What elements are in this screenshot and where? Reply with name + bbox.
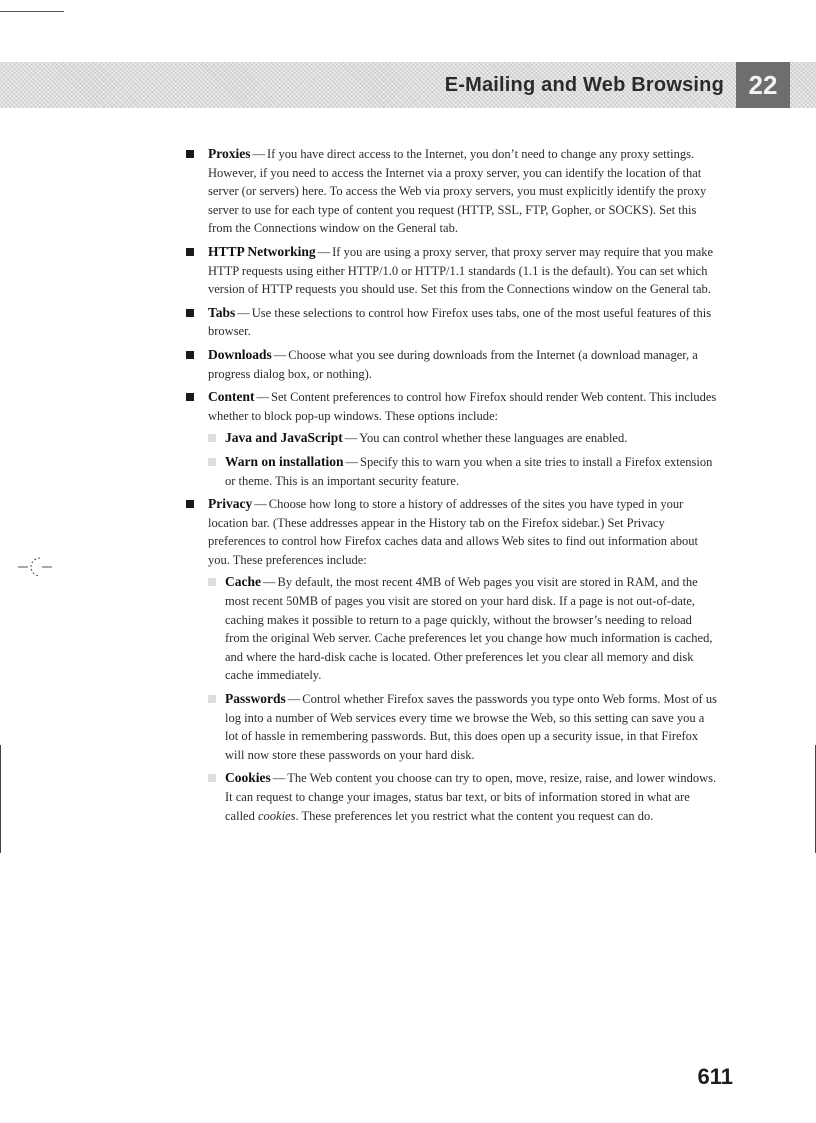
bullet-icon (186, 309, 194, 317)
sub-item-term: Java and JavaScript (225, 430, 343, 446)
sub-bullet-icon (208, 695, 216, 703)
sub-item-text: The Web content you choose can try to open, move, resize, raise, and lower windows. It can request to change your images, status bar text, or bits of information stored in what are called (225, 771, 717, 823)
sub-item-text: By default, the most recent 4MB of Web pages you visit are stored in RAM, and the most recent 50MB of pages you visit are stored on your hard disk. If a page is not out-of-date, caching makes it possible to return to a page quickly, without the browser’s needing to reload from the original Web server. Cache preferences let you change how much information is cached, and where the hard-disk cache is located. Other preferences let you clear all memory and disk cache immediately. (225, 575, 713, 683)
chapter-title: E-Mailing and Web Browsing (444, 74, 724, 96)
item-text: If you have direct access to the Internet, you don’t need to change any proxy settings. However, if you need to access the Internet via a proxy server, you can identify the location of that server (or servers) here. To access the Web via proxy servers, you must explicitly identify the proxy server to use for each type of content you request (HTTP, SSL, FTP, Gopher, or SOCKS). Set this from the Connections window on the General tab. (208, 147, 707, 236)
italic-term: cookies (257, 808, 296, 823)
item-term: Tabs (208, 304, 236, 320)
item-term: Content (208, 389, 255, 405)
item-term: HTTP Networking (208, 243, 316, 259)
sub-item-warn-on-installation: Warn on installation — Specify this to warn you when a site tries to install a Firefox extension or theme. This is an important security feature. (208, 453, 718, 490)
crop-mark (0, 11, 64, 12)
bullet-icon (186, 351, 194, 359)
item-text: Use these selections to control how Firefox uses tabs, one of the most useful features of this browser. (208, 305, 712, 339)
sub-item-text: Control whether Firefox saves the passwords you type onto Web forms. Most of us log into a number of Web services every time we browse the Web, so this setting can save you a lot of hassle in remembering passwords. But, this does open up a security issue, in that Firefox will now store these passwords on your hard disk. (225, 692, 717, 762)
item-text: Choose what you see during downloads from the Internet (a download manager, a progress dialog box, or nothing). (208, 347, 698, 381)
main-content (184, 145, 718, 830)
list-item-content: Content — Set Content preferences to control how Firefox should render Web content. This includes whether to block pop-up windows. These options include: Java and JavaScript — You can control whether these languages are enabled. Warn on installation — Specify this to warn you when a site tries to install a Firefox extension or theme. This is an important security feature. (184, 388, 718, 490)
chapter-number: 22 (736, 62, 790, 108)
item-text: Choose how long to store a history of addresses of the sites you have typed in your location bar. (These addresses appear in the History tab on the Firefox sidebar.) Set Privacy preferences to control how Firefox caches data and allows Web sites to find out information about you. These preferences include: (208, 497, 698, 567)
sub-list (208, 429, 718, 490)
list-item-privacy: Privacy — Choose how long to store a history of addresses of the sites you have typed in your location bar. (These addresses appear in the History tab on the Firefox sidebar.) Set Privacy preferences to control how Firefox caches data and allows Web sites to find out information about you. These preferences include: Cache — By default, the most recent 4MB of Web pages you visit are stored in RAM, and the most recent 50MB of pages you visit are stored on your hard disk. If a page is not out-of-date, caching makes it possible to return to a page quickly, without the browser’s needing to reload from the original Web server. Cache preferences let you change how much information is cached, and where the hard-disk cache is located. Other preferences let you clear all memory and disk cache immediately. Passwords — Control whether Firefox saves the passwords you type onto Web forms. Most of us log into a number of Web services every time we browse the Web, so this setting can save you a lot of hassle in remembering passwords. But, this does open up a security issue, in that Firefox will now store these passwords on your hard disk. Cookies — The Web content you choose can try to open, move, resize, raise, and lower windows. It can request to change your images, status bar text, or bits of information stored in what are called cookies. These preferences let you restrict what the content you request can do. (184, 495, 718, 825)
left-edge-mark (0, 745, 1, 853)
bullet-icon (186, 393, 194, 401)
item-text: If you are using a proxy server, that proxy server may require that you make HTTP requests using either HTTP/1.0 or HTTP/1.1 standards (1.1 is the default). You can set which version of HTTP requests you should use. Set this from the Connections window on the General tab. (208, 244, 714, 297)
list-item-tabs: Tabs — Use these selections to control how Firefox uses tabs, one of the most useful features of this browser. (184, 304, 718, 341)
registration-mark-icon (18, 550, 52, 584)
sub-item-text-end: . These preferences let you restrict what the content you request can do. (295, 808, 654, 823)
sub-item-cookies: Cookies — The Web content you choose can try to open, move, resize, raise, and lower windows. It can request to change your images, status bar text, or bits of information stored in what are called cookies. These preferences let you restrict what the content you request can do. (208, 769, 718, 825)
sub-item-term: Passwords (225, 691, 286, 707)
sub-list (208, 573, 718, 825)
sub-item-text: You can control whether these languages are enabled. (359, 431, 628, 446)
bullet-icon (186, 500, 194, 508)
page-number: 611 (697, 1064, 733, 1089)
sub-item-cache: Cache — By default, the most recent 4MB of Web pages you visit are stored in RAM, and the most recent 50MB of pages you visit are stored on your hard disk. If a page is not out-of-date, caching makes it possible to return to a page quickly, without the browser’s needing to reload from the original Web server. Cache preferences let you change how much information is cached, and where the hard-disk cache is located. Other preferences let you clear all memory and disk cache immediately. (208, 573, 718, 685)
item-term: Proxies (208, 146, 251, 161)
list-item-proxies: Proxies — If you have direct access to the Internet, you don’t need to change any proxy settings. However, if you need to access the Internet via a proxy server, you can identify the location of that server (or servers) here. To access the Web via proxy servers, you must explicitly identify the proxy server to use for each type of content you request (HTTP, SSL, FTP, Gopher, or SOCKS). Set this from the Connections window on the General tab. (184, 145, 718, 238)
sub-bullet-icon (208, 578, 216, 586)
list-item-http-networking: HTTP Networking — If you are using a proxy server, that proxy server may require that you make HTTP requests using either HTTP/1.0 or HTTP/1.1 standards (1.1 is the default). You can set which version of HTTP requests you should use. Set this from the Connections window on the General tab. (184, 243, 718, 299)
sub-item-term: Warn on installation (225, 453, 344, 469)
bullet-icon (186, 248, 194, 256)
sub-item-term: Cookies (225, 770, 271, 786)
sub-item-java: Java and JavaScript — You can control whether these languages are enabled. (208, 429, 718, 448)
item-term: Downloads (208, 346, 272, 362)
item-text: Set Content preferences to control how Firefox should render Web content. This includes whether to block pop-up windows. These options include: (208, 390, 717, 423)
sub-item-text: Specify this to warn you when a site tries to install a Firefox extension or theme. This is an important security feature. (225, 454, 713, 488)
sub-item-term: Cache (225, 574, 261, 590)
bullet-icon (186, 150, 194, 158)
list-item-downloads: Downloads — Choose what you see during downloads from the Internet (a download manager, a progress dialog box, or nothing). (184, 346, 718, 383)
sub-bullet-icon (208, 458, 216, 466)
sub-bullet-icon (208, 774, 216, 782)
sub-bullet-icon (208, 434, 216, 442)
sub-item-passwords: Passwords — Control whether Firefox saves the passwords you type onto Web forms. Most of us log into a number of Web services every time we browse the Web, so this setting can save you a lot of hassle in remembering passwords. But, this does open up a security issue, in that Firefox will now store these passwords on your hard disk. (208, 690, 718, 764)
item-term: Privacy (208, 496, 253, 512)
